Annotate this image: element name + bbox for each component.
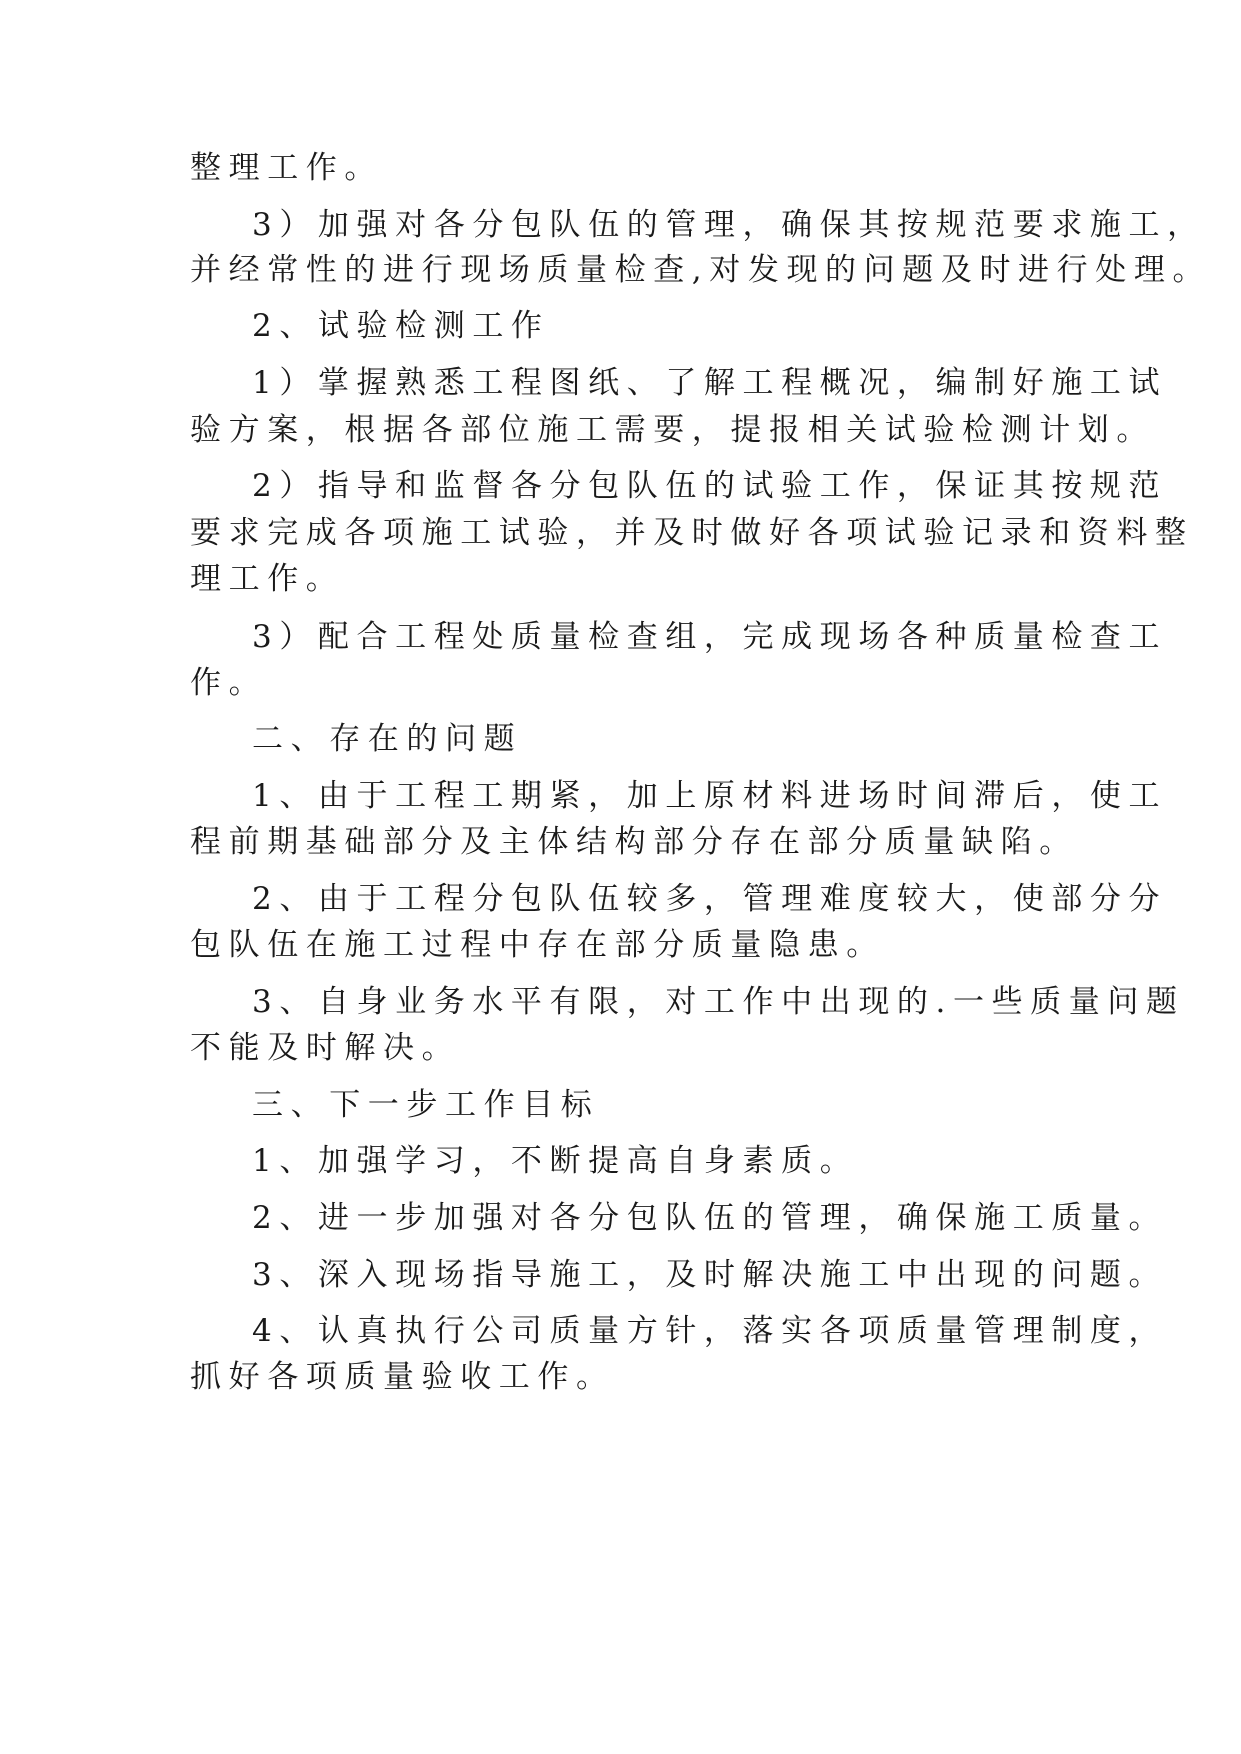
section-heading: 二、存在的问题 [252, 721, 523, 757]
text-line: 2、进一步加强对各分包队伍的管理，确保施工质量。 [252, 1200, 1168, 1236]
text-line: 2）指导和监督各分包队伍的试验工作，保证其按规范 [252, 468, 1168, 504]
text-line: 不能及时解决。 [190, 1030, 461, 1066]
text-line: 要求完成各项施工试验，并及时做好各项试验记录和资料整 [190, 515, 1194, 551]
text-line: 1）掌握熟悉工程图纸、了解工程概况，编制好施工试 [252, 365, 1168, 401]
section-heading: 三、下一步工作目标 [252, 1087, 600, 1123]
text-line: 4、认真执行公司质量方针，落实各项质量管理制度， [252, 1313, 1168, 1349]
text-line: 2、由于工程分包队伍较多，管理难度较大，使部分分 [252, 881, 1168, 917]
text-line: 1、由于工程工期紧，加上原材料进场时间滞后，使工 [252, 778, 1168, 814]
text-line: 整理工作。 [190, 150, 383, 186]
text-line: 3、自身业务水平有限，对工作中出现的.一些质量问题 [252, 984, 1185, 1020]
text-line: 抓好各项质量验收工作。 [190, 1359, 615, 1395]
text-line: 并经常性的进行现场质量检查,对发现的问题及时进行处理。 [190, 252, 1212, 288]
text-line: 3）加强对各分包队伍的管理，确保其按规范要求施工， [252, 207, 1206, 243]
text-line: 包队伍在施工过程中存在部分质量隐患。 [190, 927, 885, 963]
text-line: 作。 [190, 665, 268, 701]
text-line: 验方案，根据各部位施工需要，提报相关试验检测计划。 [190, 412, 1155, 448]
text-line: 1、加强学习，不断提高自身素质。 [252, 1143, 859, 1179]
text-line: 3、深入现场指导施工，及时解决施工中出现的问题。 [252, 1257, 1168, 1293]
text-line: 3）配合工程处质量检查组，完成现场各种质量检查工 [252, 619, 1168, 655]
section-heading: 2、试验检测工作 [252, 308, 550, 344]
text-line: 程前期基础部分及主体结构部分存在部分质量缺陷。 [190, 824, 1078, 860]
text-line: 理工作。 [190, 561, 345, 597]
